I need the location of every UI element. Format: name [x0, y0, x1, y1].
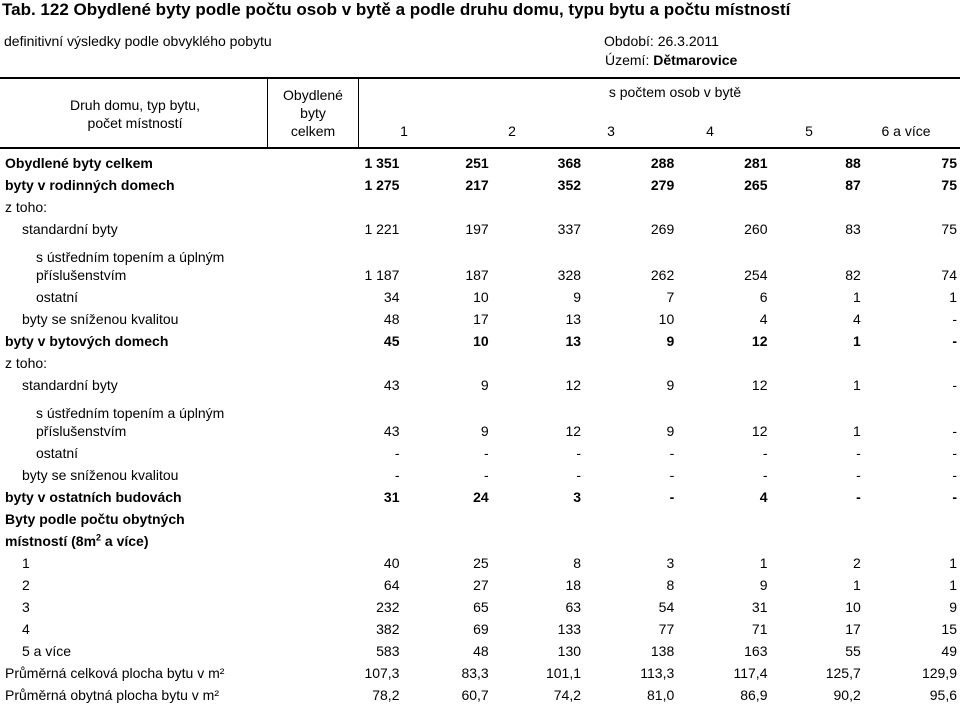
table-cell: 328 — [557, 267, 582, 283]
row-label — [0, 174, 337, 196]
table-cell: - — [856, 467, 861, 483]
table-cell: 138 — [650, 643, 675, 659]
header-top-rule — [0, 77, 960, 79]
table-cell — [489, 352, 581, 374]
row-label-text: byty se sníženou kvalitou — [22, 311, 179, 327]
row-label — [0, 596, 337, 618]
total-header — [268, 86, 358, 140]
table-cell: 4 — [852, 311, 861, 327]
table-row — [0, 508, 960, 530]
table-cell — [767, 508, 860, 530]
table-cell: 129,9 — [921, 665, 957, 681]
table-cell: 40 — [383, 555, 400, 571]
table-cell: 13 — [565, 311, 582, 327]
row-header-line1: Druh domu, typ bytu, — [70, 97, 200, 113]
table-cell: 48 — [383, 311, 400, 327]
row-label-text: s ústředním topením a úplným — [36, 405, 225, 421]
table-cell — [401, 352, 488, 374]
table-cell: - — [394, 467, 400, 483]
table-cell — [489, 196, 581, 218]
table-cell: 74,2 — [553, 687, 582, 703]
table-cell: - — [952, 489, 957, 505]
table-cell — [581, 196, 674, 218]
table-row — [0, 352, 960, 374]
table-cell: 88 — [845, 155, 861, 171]
table-cell — [581, 508, 674, 530]
table-cell: - — [484, 445, 489, 461]
table-cell: 260 — [744, 221, 768, 237]
table-cell: 13 — [565, 333, 582, 349]
row-label-suffix: a více) — [101, 533, 149, 549]
table-cell: 269 — [650, 221, 675, 237]
col-header-5: 5 — [805, 123, 813, 139]
table-cell: - — [952, 377, 957, 393]
row-label-text-continued: příslušenstvím — [36, 267, 127, 283]
table-cell: 262 — [650, 267, 675, 283]
territory-label: Území: — [605, 52, 650, 68]
table-cell: 43 — [383, 423, 400, 439]
row-label-text: 2 — [22, 577, 30, 593]
total-header-line3: celkem — [290, 123, 336, 139]
territory — [605, 52, 737, 68]
table-cell: 75 — [941, 155, 957, 171]
table-cell: 113,3 — [640, 665, 675, 681]
table-cell: 1 — [852, 377, 861, 393]
total-header-line1: Obydlené — [283, 87, 343, 103]
row-label — [0, 530, 337, 552]
table-cell: 12 — [751, 423, 768, 439]
row-label-text: 4 — [22, 621, 30, 637]
table-cell: 10 — [658, 311, 675, 327]
table-cell: 31 — [383, 489, 400, 505]
row-label — [0, 196, 337, 218]
period — [604, 33, 719, 49]
table-row — [0, 218, 960, 240]
row-label — [0, 618, 337, 640]
row-label — [0, 240, 337, 286]
header-vrule-2 — [358, 78, 359, 148]
row-header-line2: počet místností — [87, 115, 183, 131]
table-cell: 9 — [759, 577, 768, 593]
table-cell: 12 — [751, 333, 768, 349]
table-row — [0, 240, 960, 286]
table-cell: 24 — [473, 489, 489, 505]
table-cell: 1 275 — [364, 177, 400, 193]
table-cell: 83 — [845, 221, 861, 237]
table-cell — [674, 508, 767, 530]
table-cell: 15 — [941, 621, 957, 637]
row-label — [0, 574, 337, 596]
table-cell — [581, 530, 674, 552]
table-cell — [861, 196, 960, 218]
row-label-text: Byty podle počtu obytných — [5, 511, 185, 527]
table-row — [0, 196, 960, 218]
table-cell — [674, 352, 767, 374]
table-cell — [861, 508, 960, 530]
table-cell: 1 187 — [364, 267, 400, 283]
table-cell: 87 — [845, 177, 861, 193]
table-cell: 43 — [383, 377, 400, 393]
table-cell: 1 351 — [364, 155, 400, 171]
table-row — [0, 152, 960, 174]
col-header-2: 2 — [508, 123, 516, 139]
table-cell: 125,7 — [825, 665, 861, 681]
table-row — [0, 684, 960, 706]
table-cell: 17 — [845, 621, 861, 637]
row-label — [0, 662, 337, 684]
table-cell: 18 — [565, 577, 582, 593]
row-label-text: byty se sníženou kvalitou — [22, 467, 179, 483]
row-label-text: s ústředním topením a úplným — [36, 249, 225, 265]
table-cell: 265 — [744, 177, 768, 193]
table-cell: 12 — [565, 423, 582, 439]
row-label-text: byty v rodinných domech — [5, 177, 175, 193]
table-cell — [489, 530, 581, 552]
table-cell: - — [669, 467, 675, 483]
table-row — [0, 286, 960, 308]
table-cell — [861, 352, 960, 374]
table-cell: 9 — [480, 423, 489, 439]
table-cell: 6 — [759, 289, 768, 305]
table-cell: - — [484, 467, 489, 483]
table-cell: 1 — [949, 555, 957, 571]
row-label — [0, 442, 337, 464]
table-cell: - — [576, 445, 582, 461]
table-cell: 368 — [557, 155, 582, 171]
col-header-4: 4 — [706, 123, 714, 139]
table-row — [0, 530, 960, 552]
table-cell: 133 — [557, 621, 582, 637]
table-row — [0, 618, 960, 640]
table-row — [0, 396, 960, 442]
table-cell: - — [669, 445, 675, 461]
table-cell: 54 — [658, 599, 675, 615]
table-cell: 95,6 — [929, 687, 957, 703]
table-cell: 9 — [573, 289, 582, 305]
table-row — [0, 442, 960, 464]
table-cell: 1 — [852, 577, 861, 593]
table-cell: 1 — [852, 289, 861, 305]
table-cell: 130 — [557, 643, 582, 659]
row-label — [0, 508, 337, 530]
table-cell: 10 — [845, 599, 861, 615]
row-label-text: 3 — [22, 599, 30, 615]
table-row — [0, 330, 960, 352]
table-cell: 75 — [941, 177, 957, 193]
table-row — [0, 552, 960, 574]
row-label-text: ostatní — [36, 445, 79, 461]
table-cell: 3 — [666, 555, 675, 571]
table-cell: 77 — [658, 621, 675, 637]
row-label-text-continued: příslušenstvím — [36, 423, 127, 439]
table-cell — [337, 530, 402, 552]
table-cell: 1 — [852, 333, 861, 349]
table-row — [0, 174, 960, 196]
row-label — [0, 640, 337, 662]
table-cell: 75 — [941, 221, 957, 237]
row-label-text: Průměrná celková plocha bytu v m² — [5, 665, 225, 681]
table-cell — [489, 508, 581, 530]
table-cell: 382 — [376, 621, 400, 637]
row-label — [0, 374, 337, 396]
table-cell: 9 — [666, 377, 675, 393]
table-cell: 83,3 — [461, 665, 489, 681]
table-cell: 337 — [557, 221, 582, 237]
table-cell: 187 — [465, 267, 489, 283]
table-cell — [401, 196, 488, 218]
row-label-text: ostatní — [36, 289, 79, 305]
table-cell: - — [952, 445, 957, 461]
table-cell: 288 — [650, 155, 675, 171]
table-cell: 69 — [473, 621, 489, 637]
table-cell: 1 — [949, 289, 957, 305]
table-cell: 78,2 — [372, 687, 400, 703]
table-cell: 4 — [759, 311, 768, 327]
table-cell: 101,1 — [545, 665, 582, 681]
table-cell: - — [762, 467, 768, 483]
table-cell: - — [952, 467, 957, 483]
header-bottom-rule — [0, 147, 960, 149]
period-value: 26.3.2011 — [657, 33, 719, 49]
table-cell: 9 — [480, 377, 489, 393]
row-label-text: z toho: — [5, 355, 48, 371]
table-cell: - — [952, 333, 957, 349]
table-title: Tab. 122 Obydlené byty podle počtu osob v bytě a podle druhu domu, typu bytu a počtu místností — [2, 0, 791, 19]
row-label-text: místností (8m — [5, 533, 97, 549]
row-label-superscript: 2 — [96, 532, 102, 543]
table-row — [0, 308, 960, 330]
table-cell: 2 — [852, 555, 861, 571]
row-label-text: byty v bytových domech — [5, 333, 169, 349]
table-cell: - — [394, 445, 400, 461]
table-cell — [337, 352, 402, 374]
table-cell — [401, 508, 488, 530]
table-row — [0, 662, 960, 684]
table-cell: 27 — [473, 577, 489, 593]
table-row — [0, 464, 960, 486]
table-cell: 107,3 — [364, 665, 400, 681]
table-cell: 12 — [565, 377, 582, 393]
row-label — [0, 218, 337, 240]
table-cell: 90,2 — [833, 687, 861, 703]
table-cell: 65 — [473, 599, 489, 615]
table-cell: 82 — [845, 267, 861, 283]
table-cell: 31 — [751, 599, 768, 615]
table-cell: 10 — [473, 289, 489, 305]
table-cell — [767, 196, 860, 218]
table-cell: 251 — [465, 155, 489, 171]
row-label — [0, 464, 337, 486]
territory-value: Dětmarovice — [653, 52, 738, 68]
table-cell: 1 — [759, 555, 768, 571]
table-cell — [861, 530, 960, 552]
table-cell: 60,7 — [461, 687, 489, 703]
table-cell: 71 — [751, 621, 768, 637]
row-label — [0, 330, 337, 352]
table-row — [0, 596, 960, 618]
table-cell: - — [952, 311, 957, 327]
table-cell: 8 — [573, 555, 582, 571]
table-cell — [337, 196, 402, 218]
table-cell: 8 — [666, 577, 675, 593]
table-cell: 48 — [473, 643, 489, 659]
table-cell: 74 — [941, 267, 957, 283]
table-cell: 64 — [383, 577, 400, 593]
table-row — [0, 574, 960, 596]
table-cell: - — [952, 423, 957, 439]
table-cell: 55 — [845, 643, 861, 659]
table-cell: 163 — [744, 643, 768, 659]
data-table — [0, 152, 960, 706]
table-row — [0, 640, 960, 662]
table-cell — [767, 530, 860, 552]
table-cell: 352 — [557, 177, 582, 193]
table-row — [0, 374, 960, 396]
row-label-text: standardní byty — [22, 377, 118, 393]
table-cell — [767, 352, 860, 374]
table-cell: 217 — [465, 177, 489, 193]
row-label — [0, 684, 337, 706]
table-cell: 12 — [751, 377, 768, 393]
table-cell — [581, 352, 674, 374]
table-cell: 45 — [383, 333, 400, 349]
table-cell — [337, 508, 402, 530]
table-cell: 7 — [666, 289, 675, 305]
table-cell: 232 — [376, 599, 400, 615]
table-cell: 9 — [949, 599, 957, 615]
col-header-3: 3 — [607, 123, 615, 139]
total-header-line2: byty — [300, 105, 326, 121]
row-header — [20, 96, 250, 132]
row-label — [0, 486, 337, 508]
row-label — [0, 308, 337, 330]
col-header-1: 1 — [400, 123, 408, 139]
table-cell: - — [856, 445, 861, 461]
table-cell: 279 — [650, 177, 675, 193]
period-label: Období: — [604, 33, 654, 49]
table-cell: 254 — [744, 267, 768, 283]
row-label-text: Průměrná obytná plocha bytu v m² — [5, 687, 219, 703]
table-subtitle: definitivní výsledky podle obvyklého pobytu — [4, 33, 272, 49]
row-label — [0, 352, 337, 374]
table-cell: 9 — [666, 333, 675, 349]
table-cell — [674, 530, 767, 552]
table-cell: - — [856, 489, 861, 505]
table-cell: 1 221 — [364, 221, 400, 237]
row-label-text: z toho: — [5, 199, 48, 215]
row-label-text: byty v ostatních budovách — [5, 489, 182, 505]
table-cell: 63 — [565, 599, 582, 615]
table-cell: 49 — [941, 643, 957, 659]
table-cell: 1 — [949, 577, 957, 593]
table-cell — [401, 530, 488, 552]
row-label-text: standardní byty — [22, 221, 118, 237]
table-cell: 3 — [573, 489, 582, 505]
table-row — [0, 486, 960, 508]
row-label-text: 5 a více — [22, 643, 72, 659]
table-cell: 197 — [465, 221, 489, 237]
table-cell: 17 — [473, 311, 489, 327]
table-cell: 25 — [473, 555, 489, 571]
table-cell: 10 — [473, 333, 489, 349]
row-label-text: 1 — [22, 555, 30, 571]
table-cell: 34 — [383, 289, 400, 305]
table-cell: 117,4 — [733, 665, 768, 681]
row-label — [0, 552, 337, 574]
row-label — [0, 286, 337, 308]
table-cell: - — [669, 489, 675, 505]
table-cell: 81,0 — [647, 687, 675, 703]
col-header-6: 6 a více — [881, 123, 931, 139]
table-cell: 4 — [759, 489, 768, 505]
group-header: s počtem osob v bytě — [608, 84, 742, 100]
table-cell: - — [762, 445, 768, 461]
table-cell: 583 — [376, 643, 400, 659]
table-cell: 86,9 — [740, 687, 768, 703]
table-cell: - — [576, 467, 582, 483]
row-label — [0, 396, 337, 442]
table-cell — [674, 196, 767, 218]
table-cell: 9 — [666, 423, 675, 439]
row-label — [0, 152, 337, 174]
table-cell: 281 — [744, 155, 768, 171]
table-cell: 1 — [852, 423, 861, 439]
row-label-text: Obydlené byty celkem — [5, 155, 153, 171]
